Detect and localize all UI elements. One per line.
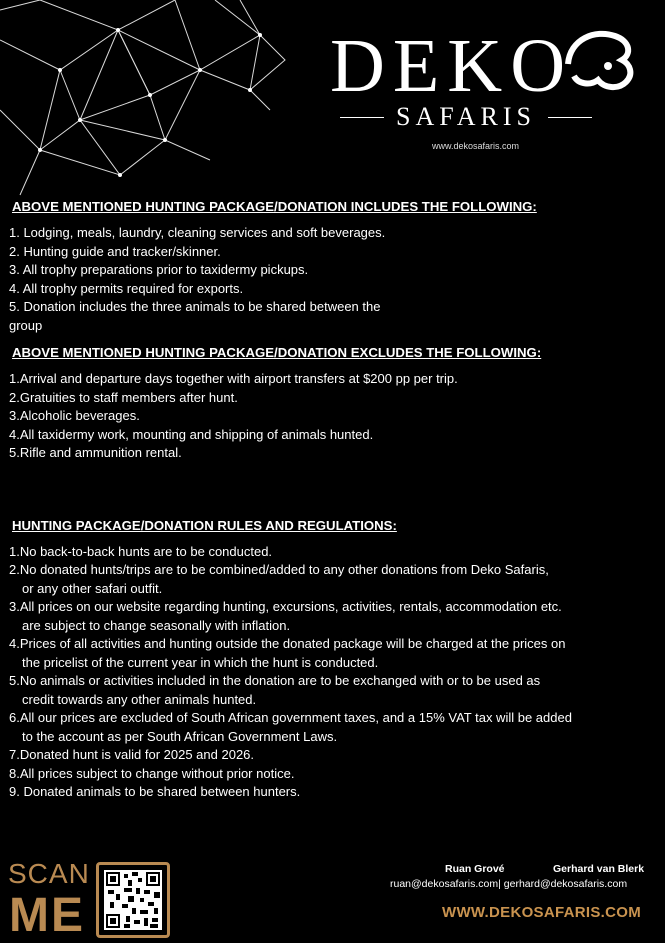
list-item: are subject to change seasonally with inflation.	[22, 617, 291, 633]
list-item: 8.All prices subject to change without prior notice.	[9, 765, 295, 781]
list-item: 7.Donated hunt is valid for 2025 and 2026.	[9, 747, 255, 762]
logo-rule-right	[548, 117, 592, 118]
includes-section	[9, 199, 649, 335]
list-item: 4.All taxidermy work, mounting and shipping of animals hunted.	[9, 426, 374, 442]
list-item: 2.Gratuities to staff members after hunt.	[9, 389, 238, 405]
logo-rule-left	[340, 117, 384, 118]
list-item: 2.No donated hunts/trips are to be combined/added to any other donations from Deko Safaris,	[9, 562, 549, 577]
list-item: or any other safari outfit.	[22, 580, 163, 596]
list-item: 4. All trophy permits required for exports.	[9, 280, 244, 296]
list-item: 1.No back-to-back hunts are to be conducted.	[9, 543, 273, 559]
includes-title: ABOVE MENTIONED HUNTING PACKAGE/DONATION INCLUDES THE FOLLOWING:	[12, 199, 537, 214]
list-item: 6.All our prices are excluded of South African government taxes, and a 15% VAT tax will be added	[9, 710, 572, 725]
rules-list	[9, 543, 649, 802]
excludes-title: ABOVE MENTIONED HUNTING PACKAGE/DONATION EXCLUDES THE FOLLOWING:	[12, 345, 542, 360]
list-item: 9. Donated animals to be shared between hunters.	[9, 784, 301, 799]
list-item: group	[9, 317, 43, 333]
contact-emails[interactable]: ruan@dekosafaris.com| gerhard@dekosafaris.com	[390, 878, 628, 890]
excludes-list	[9, 370, 649, 463]
logo-url[interactable]: www.dekosafaris.com	[432, 141, 520, 151]
rules-section	[9, 518, 649, 802]
list-item: 4.Prices of all activities and hunting outside the donated package will be charged at the prices on	[9, 636, 566, 651]
list-item: 1. Lodging, meals, laundry, cleaning services and soft beverages.	[9, 225, 386, 240]
me-label: ME	[9, 889, 85, 942]
main-content	[9, 199, 649, 802]
logo-wordmark: DEKO	[330, 24, 574, 108]
list-item: 3.All prices on our website regarding hunting, excursions, activities, rentals, accommodation etc.	[9, 599, 562, 614]
contact-name-ruan: Ruan Grové	[445, 863, 505, 875]
website-link[interactable]: WWW.DEKOSAFARIS.COM	[442, 904, 642, 921]
list-item: credit towards any other animals hunted.	[22, 691, 257, 707]
list-item: 5. Donation includes the three animals to be shared between the	[9, 299, 381, 314]
list-item: 2. Hunting guide and tracker/skinner.	[9, 243, 221, 259]
polygon-network-decoration	[0, 0, 300, 200]
list-item: 5.Rifle and ammunition rental.	[9, 445, 182, 460]
scan-label: SCAN	[8, 858, 90, 889]
list-item: 1.Arrival and departure days together with airport transfers at $200 pp per trip.	[9, 371, 458, 386]
contact-name-gerhard: Gerhard van Blerk	[553, 863, 645, 875]
includes-list	[9, 224, 649, 335]
logo-subtitle: SAFARIS	[396, 102, 537, 131]
list-item: the pricelist of the current year in which the hunt is conducted.	[22, 654, 379, 670]
qr-code-icon[interactable]	[104, 870, 162, 930]
list-item: 3. All trophy preparations prior to taxidermy pickups.	[9, 262, 309, 277]
logo-mark-icon	[560, 24, 640, 99]
excludes-section	[9, 345, 649, 463]
list-item: 5.No animals or activities included in the donation are to be exchanged with or to be used as	[9, 673, 541, 688]
list-item: to the account as per South African Government Laws.	[22, 728, 338, 744]
scan-me-block	[8, 858, 178, 940]
rules-title: HUNTING PACKAGE/DONATION RULES AND REGULATIONS:	[12, 517, 397, 533]
list-item: 3.Alcoholic beverages.	[9, 408, 140, 423]
brand-logo	[320, 22, 650, 157]
